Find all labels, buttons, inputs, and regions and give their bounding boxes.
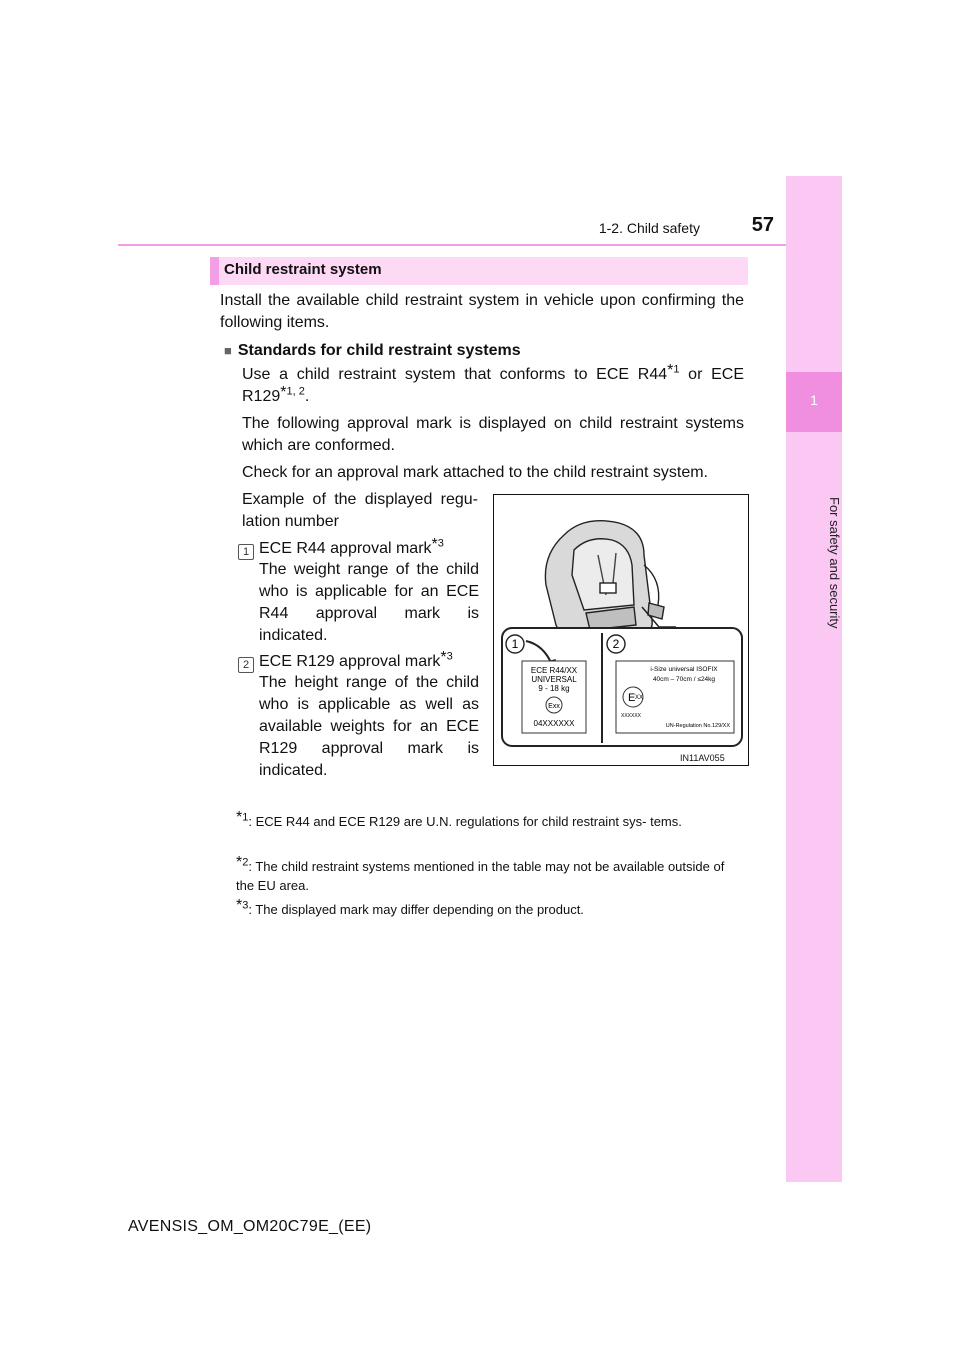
standards-heading	[224, 340, 521, 362]
item-1-sup: 3	[437, 537, 444, 550]
item-2-title	[259, 651, 479, 673]
item-1-badge: 1	[238, 544, 254, 560]
intro-paragraph: Install the available child restraint system in vehicle upon confirming the following items.	[220, 292, 744, 331]
footnote-2	[236, 854, 744, 895]
r44-emark: Exx	[548, 703, 560, 710]
r129-line1: i-Size universal ISOFIX	[650, 666, 718, 673]
r129-emark-xx: XX	[635, 695, 644, 701]
standards-heading-text: Standards for child restraint systems	[237, 342, 521, 359]
r44-line2: UNIVERSAL	[531, 675, 577, 684]
chapter-number: 1	[810, 392, 818, 408]
p1-star-2: *	[280, 384, 287, 401]
illustration-svg	[494, 495, 748, 765]
fn-1-star: *	[236, 809, 243, 826]
standards-p2: The following approval mark is displayed on child restraint systems which are conformed.	[242, 415, 744, 454]
r44-line1: ECE R44/XX	[530, 666, 578, 675]
header-rule	[118, 244, 786, 246]
item-1-title-text: ECE R44 approval mark	[259, 540, 432, 557]
item-1-star: *	[431, 536, 438, 553]
figure-code: IN11AV055	[680, 753, 725, 763]
item-2-number	[238, 655, 254, 673]
r44-line3: 9 - 18 kg	[538, 684, 570, 693]
r129-line2: 40cm – 70cm / ≤24kg	[652, 676, 716, 683]
p1-sup-1: 1	[673, 363, 680, 376]
standards-p1	[242, 364, 744, 408]
footnote-3	[236, 897, 744, 919]
callout-1: 1	[511, 637, 519, 651]
fn-2-star: *	[236, 854, 243, 871]
fn-3-mark: 3	[242, 899, 249, 912]
child-seat-icon	[545, 521, 664, 643]
item-1-title	[259, 538, 479, 560]
bullet-icon: ■	[224, 343, 232, 358]
fn-3-text: : The displayed mark may differ depending on the product.	[248, 902, 584, 917]
approval-mark-illustration	[493, 494, 749, 766]
fn-2-text: : The child restraint systems mentioned in the table may not be available outside of the EU area.	[236, 859, 725, 893]
section-title: Child restraint system	[224, 261, 382, 278]
fn-1-mark: 1	[242, 811, 249, 824]
fn-2-mark: 2	[242, 856, 249, 869]
p1-text-a: Use a child restraint system that conforms to ECE R44	[242, 366, 668, 383]
p1-star-1: *	[667, 362, 674, 379]
standards-p4: Example of the displayed regu- lation number	[242, 491, 478, 530]
p1-text-mid: or ECE R129	[242, 366, 745, 405]
callout-2: 2	[612, 637, 620, 651]
r129-emark-e: E	[628, 692, 636, 704]
item-2-star: *	[440, 649, 447, 666]
r129-code: XXXXXX	[621, 713, 642, 719]
item-1-desc: The weight range of the child who is applicable for an ECE R44 approval mark is indicated.	[259, 561, 479, 644]
item-2-sup: 3	[446, 650, 453, 663]
page-number: 57	[751, 214, 774, 236]
item-2-title-text: ECE R129 approval mark	[259, 653, 441, 670]
footer-doc-id: AVENSIS_OM_OM20C79E_(EE)	[128, 1218, 372, 1235]
chapter-label: For safety and security	[827, 497, 842, 629]
footnote-1	[236, 809, 744, 831]
p1-sup-2: 1, 2	[286, 385, 305, 398]
r129-reg: UN-Regulation No.129/XX	[665, 723, 730, 729]
item-2-desc: The height range of the child who is applicable as well as available weights for an ECE R129 approval mark is indicated.	[259, 674, 479, 779]
fn-3-star: *	[236, 897, 243, 914]
standards-p3: Check for an approval mark attached to the child restraint system.	[242, 464, 708, 481]
fn-1-text: : ECE R44 and ECE R129 are U.N. regulations for child restraint sys- tems.	[248, 814, 682, 829]
item-2-badge: 2	[238, 657, 254, 673]
header-section: 1-2. Child safety	[598, 220, 700, 236]
r44-number: 04XXXXXX	[533, 719, 575, 728]
p1-text-end: .	[304, 388, 310, 405]
item-1-number	[238, 542, 254, 560]
